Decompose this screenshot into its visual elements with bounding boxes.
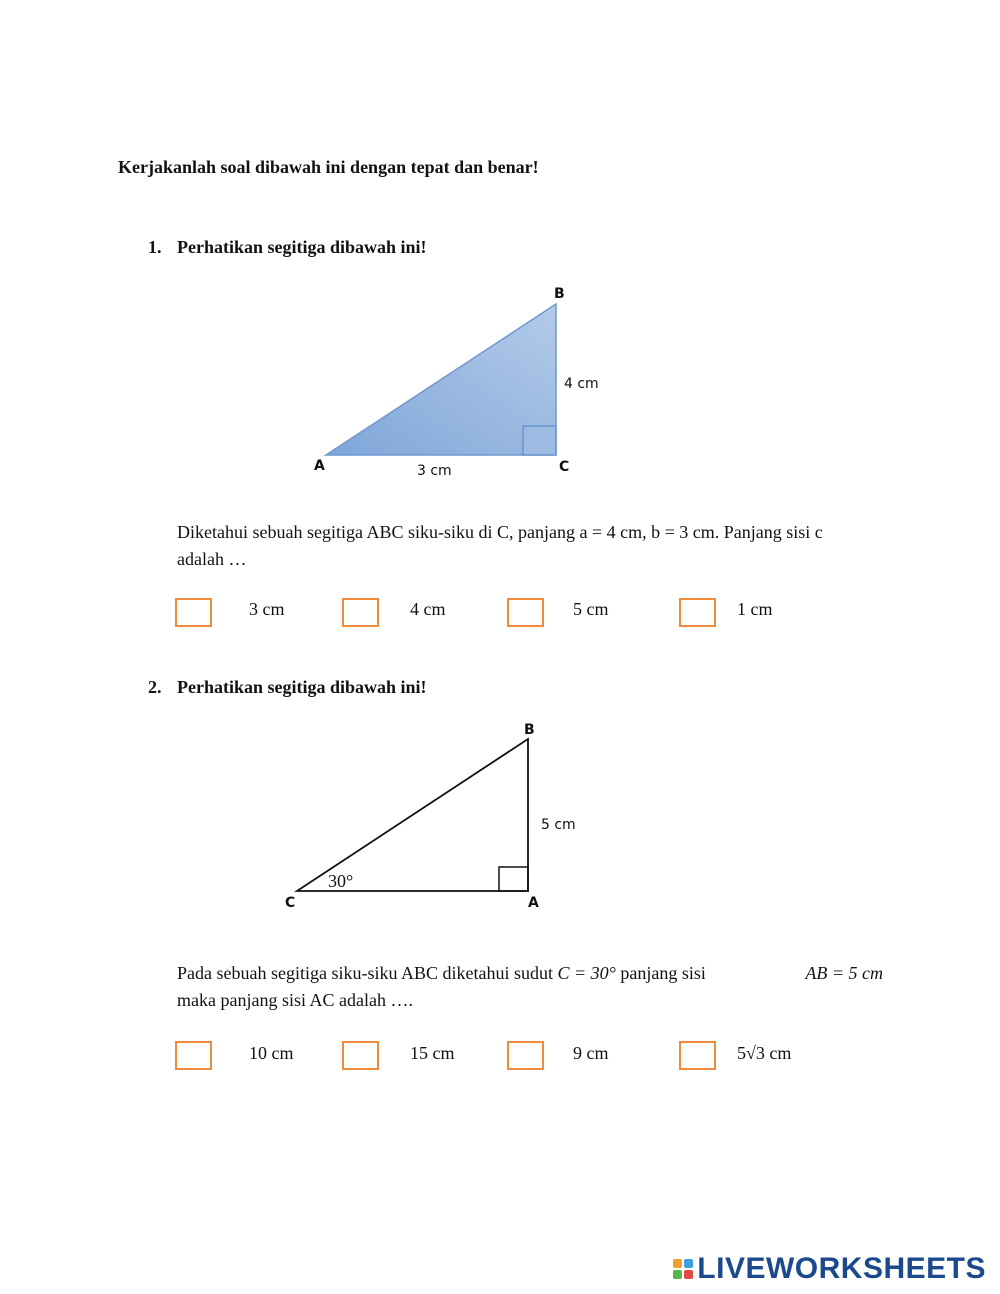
side-ab-expression: AB = 5 cm [805, 963, 883, 983]
side-bc-label: 4 cm [564, 376, 599, 392]
angle-c-expression: C = 30° [557, 963, 616, 983]
instruction-heading: Kerjakanlah soal dibawah ini dengan tepat dan benar! [118, 157, 539, 177]
question-2-triangle-figure [270, 715, 600, 915]
question-2-text-part1: Pada sebuah segitiga siku-siku ABC diketahui sudut [177, 963, 558, 983]
vertex-b-label: B [554, 286, 565, 302]
angle-c-label: 30° [328, 871, 354, 891]
vertex-a-label: A [314, 458, 325, 474]
question-2-title [148, 677, 427, 698]
question-2-text-part2: panjang sisi [615, 963, 706, 983]
question-2-text-line2: maka panjang sisi AC adalah …. [177, 990, 413, 1010]
question-1-triangle-figure [300, 278, 630, 488]
logo-tiles-icon [673, 1259, 693, 1279]
q1-option-4-label: 1 cm [737, 599, 773, 619]
q2-option-1-checkbox[interactable] [175, 1041, 212, 1070]
liveworksheets-logo [673, 1252, 986, 1286]
question-2-text-line1 [177, 960, 883, 987]
question-1-number: 1. [148, 237, 162, 257]
vertex-a-label: A [528, 895, 539, 911]
q2-option-1-label: 10 cm [249, 1043, 294, 1063]
side-ab-label: 5 cm [541, 817, 576, 833]
question-1-title-text: Perhatikan segitiga dibawah ini! [177, 237, 427, 257]
vertex-c-label: C [559, 459, 570, 475]
q1-option-1-label: 3 cm [249, 599, 285, 619]
q2-option-3-label: 9 cm [573, 1043, 609, 1063]
q2-option-4-checkbox[interactable] [679, 1041, 716, 1070]
question-1-title [148, 237, 427, 258]
q1-option-4-checkbox[interactable] [679, 598, 716, 627]
question-1-text [177, 519, 883, 573]
question-1-text-line1: Diketahui sebuah segitiga ABC siku-siku di C, panjang a = 4 cm, b = 3 cm. Panjang sisi c [177, 522, 823, 542]
triangle-abc-shape [326, 304, 556, 455]
triangle-abc-outline [297, 739, 528, 891]
q1-option-3-label: 5 cm [573, 599, 609, 619]
right-angle-marker [523, 426, 556, 455]
side-ac-label: 3 cm [417, 463, 452, 479]
vertex-b-label: B [524, 722, 535, 738]
question-2-text [177, 960, 883, 1014]
q1-option-1-checkbox[interactable] [175, 598, 212, 627]
q1-option-3-checkbox[interactable] [507, 598, 544, 627]
question-2-title-text: Perhatikan segitiga dibawah ini! [177, 677, 427, 697]
question-2-number: 2. [148, 677, 162, 697]
question-1-text-line2: adalah … [177, 549, 247, 569]
q1-option-2-checkbox[interactable] [342, 598, 379, 627]
q2-option-2-checkbox[interactable] [342, 1041, 379, 1070]
vertex-c-label: C [285, 895, 296, 911]
q2-option-2-label: 15 cm [410, 1043, 455, 1063]
logo-text: LIVEWORKSHEETS [697, 1252, 986, 1285]
q2-option-3-checkbox[interactable] [507, 1041, 544, 1070]
q1-option-2-label: 4 cm [410, 599, 446, 619]
right-angle-marker [499, 867, 528, 891]
q2-option-4-label: 5√3 cm [737, 1043, 792, 1063]
